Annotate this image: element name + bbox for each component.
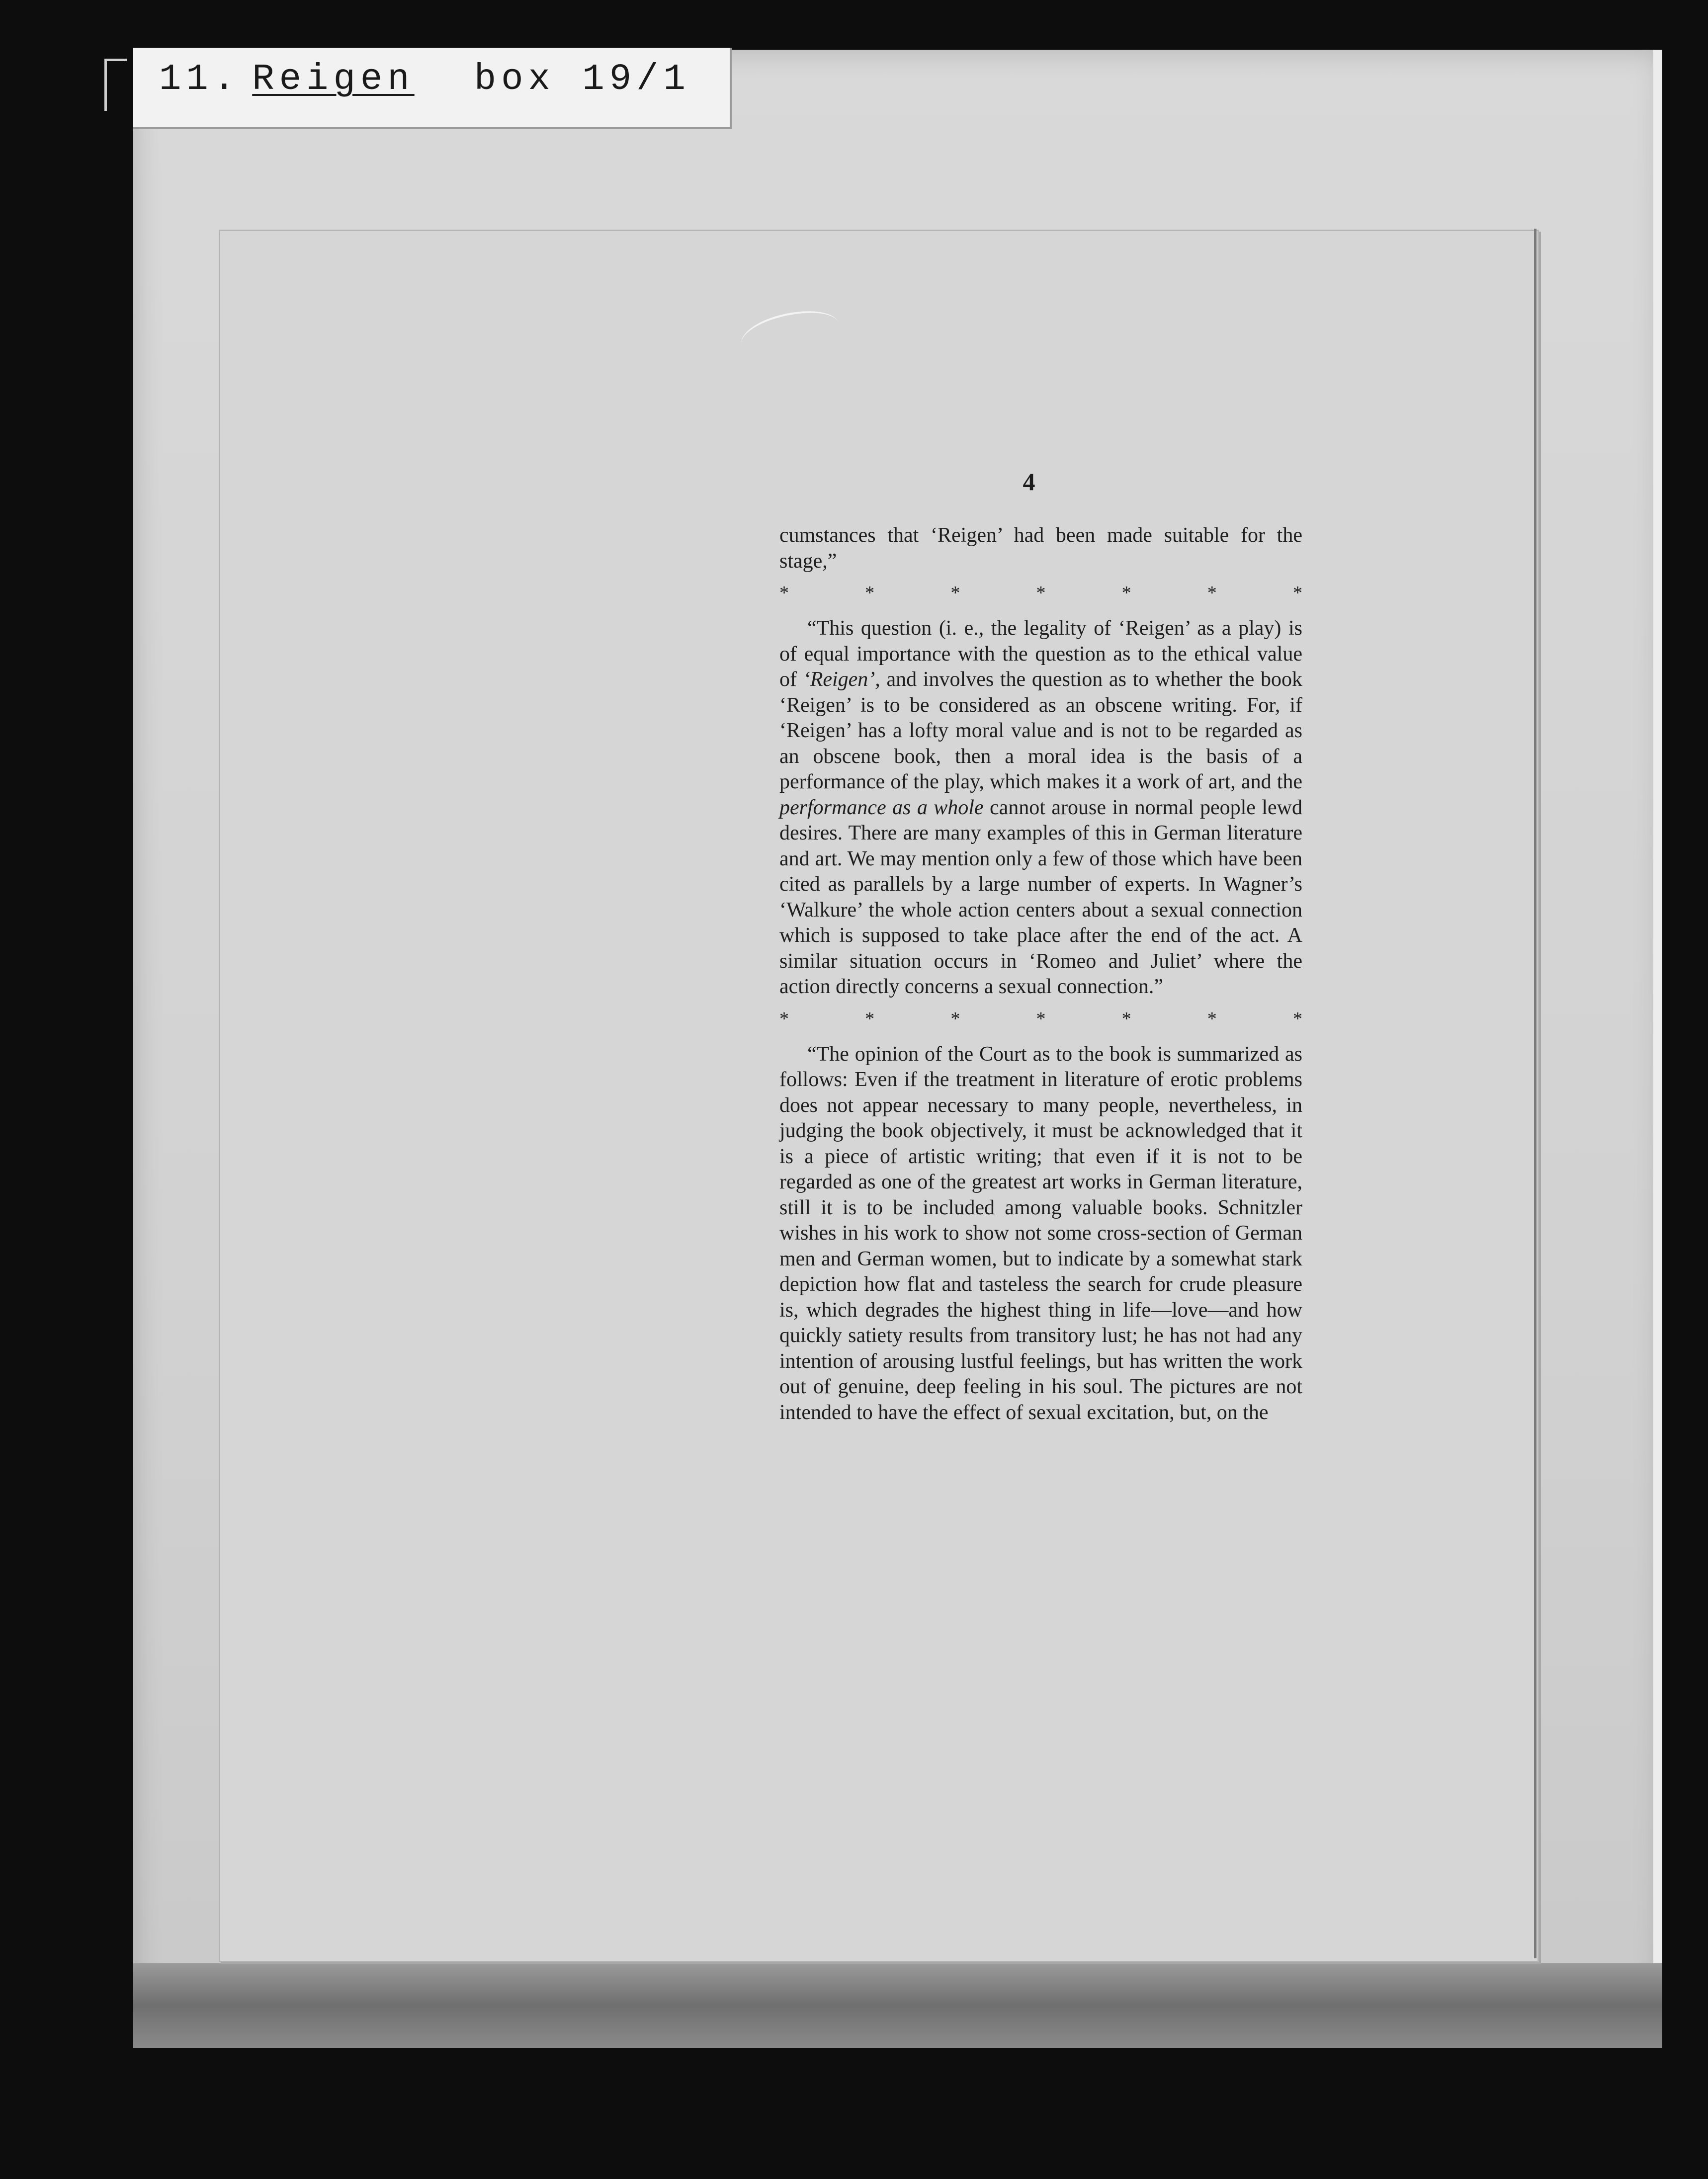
star-glyph: * xyxy=(1121,1008,1131,1029)
section-break-stars xyxy=(779,583,1302,603)
body-text-column xyxy=(779,523,1302,1425)
label-title: Reigen xyxy=(252,59,415,100)
section-break-stars xyxy=(779,1009,1302,1029)
label-box-number: box 19/1 xyxy=(474,59,690,100)
sheet-bottom-band xyxy=(133,1963,1662,2048)
body-paragraph xyxy=(779,1042,1302,1426)
text-run: “This question (i. e., the legality of ‘Reigen’ as a play) is of equal importance with the question as to the ethical value of xyxy=(779,617,1302,691)
body-paragraph xyxy=(779,523,1302,574)
page-number: 4 xyxy=(1023,468,1035,496)
body-paragraph xyxy=(779,616,1302,1000)
text-run: cumstances that ‘Reigen’ had been made suitable for the stage,” xyxy=(779,524,1302,573)
star-glyph: * xyxy=(1121,583,1131,603)
text-run: and involves the question as to whether the book ‘Reigen’ is to be considered as an obscene writing. For, if ‘Reigen’ has a lofty moral value and is not to be regarded as an obscene book, then a moral idea is the basis of a performance of the play, which makes it a work of art, and the xyxy=(779,668,1302,793)
text-run: cannot arouse in normal people lewd desires. There are many examples of this in German literature and art. We may mention only a few of those which have been cited as parallels by a large number of experts. In Wagner’s ‘Walkure’ the whole action centers about a sexual connection which is supposed to take place after the end of the act. A similar situation occurs in ‘Romeo and Juliet’ where the action directly concerns a sexual connection.” xyxy=(779,796,1302,998)
star-glyph: * xyxy=(779,1008,789,1029)
sheet-edge xyxy=(1653,50,1662,2048)
star-glyph: * xyxy=(950,583,960,603)
italic-text-run: performance as a whole xyxy=(779,796,984,819)
text-run: “The opinion of the Court as to the book is summarized as follows: Even if the treatment in literature of erotic problems does not appear necessary to many people, nevertheless, in judging the book objectively, it must be acknowledged that it is a piece of artistic writing; that even if it is not to be regarded as one of the greatest art works in German literature, still it is to be included among valuable books. Schnitzler wishes in his work to show not some cross-section of German men and German women, but to indicate by a somewhat stark depiction how flat and tasteless the search for crude pleasure is, which degrades the highest thing in life—love—and how quickly satiety results from transitory lust; he has not had any intention of arousing lustful feelings, but has written the work out of genuine, deep feeling in his soul. The pictures are not intended to have the effect of sexual excitation, but, on the xyxy=(779,1042,1302,1424)
star-glyph: * xyxy=(1036,583,1046,603)
star-glyph: * xyxy=(1036,1008,1046,1029)
star-glyph: * xyxy=(1292,583,1302,603)
corner-mark xyxy=(104,59,127,111)
star-glyph: * xyxy=(1207,583,1217,603)
star-glyph: * xyxy=(950,1008,960,1029)
star-glyph: * xyxy=(779,583,789,603)
star-glyph: * xyxy=(1207,1008,1217,1029)
archive-label-text xyxy=(159,59,690,100)
star-glyph: * xyxy=(1292,1008,1302,1029)
star-glyph: * xyxy=(865,583,875,603)
page-edge-line xyxy=(1534,229,1537,1958)
star-glyph: * xyxy=(865,1008,875,1029)
italic-text-run: ‘Reigen’, xyxy=(803,668,880,691)
label-number: 11. xyxy=(159,59,241,100)
archive-label xyxy=(133,48,732,129)
